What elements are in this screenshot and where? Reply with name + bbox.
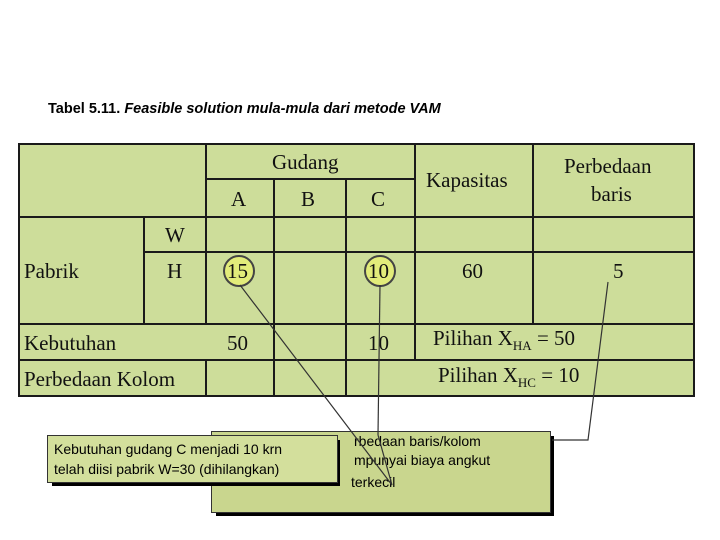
cell-kebutuhan-a: 50 bbox=[227, 331, 248, 355]
row-label-kebutuhan: Kebutuhan bbox=[24, 331, 117, 355]
header-perbedaan-line1: Perbedaan bbox=[564, 154, 652, 178]
row-label-h: H bbox=[167, 259, 183, 283]
cell-h-a: 15 bbox=[227, 259, 248, 283]
pilihan-xha-value: = 50 bbox=[531, 326, 576, 350]
note-right-line2: mpunyai biaya angkut bbox=[354, 452, 491, 468]
row-label-w: W bbox=[165, 223, 185, 247]
header-gudang: Gudang bbox=[272, 150, 339, 174]
header-kapasitas: Kapasitas bbox=[426, 168, 508, 192]
connector-to-h-a bbox=[240, 285, 392, 485]
pilihan-xhc-label: Pilihan X bbox=[438, 363, 518, 387]
caption-text: Feasible solution mula-mula dari metode VAM bbox=[124, 101, 441, 117]
header-col-b: B bbox=[301, 187, 316, 211]
connector-to-perbedaan bbox=[552, 282, 608, 440]
note-left-line1: Kebutuhan gudang C menjadi 10 krn bbox=[54, 441, 283, 457]
header-col-a: A bbox=[231, 187, 247, 211]
row-label-perbedaan-kolom: Perbedaan Kolom bbox=[24, 367, 176, 391]
caption-number: Tabel 5.11. bbox=[48, 101, 121, 117]
row-label-pabrik: Pabrik bbox=[24, 259, 79, 283]
pilihan-xha-label: Pilihan X bbox=[433, 326, 513, 350]
note-right-line1: rbedaan baris/kolom bbox=[354, 433, 481, 449]
note-right-line3: terkecil bbox=[351, 474, 396, 490]
cell-h-c: 10 bbox=[368, 259, 389, 283]
note-left-line2: telah diisi pabrik W=30 (dihilangkan) bbox=[54, 461, 280, 477]
pilihan-xhc-value: = 10 bbox=[535, 363, 580, 387]
cell-h-perbedaan: 5 bbox=[613, 259, 624, 283]
cell-kebutuhan-c: 10 bbox=[368, 331, 389, 355]
connector-to-h-c bbox=[378, 285, 380, 435]
header-col-c: C bbox=[371, 187, 386, 211]
pilihan-xhc-sub: HC bbox=[517, 375, 536, 391]
header-perbedaan-line2: baris bbox=[591, 182, 632, 206]
cell-h-kapasitas: 60 bbox=[462, 259, 483, 283]
pilihan-xha-sub: HA bbox=[512, 338, 532, 354]
